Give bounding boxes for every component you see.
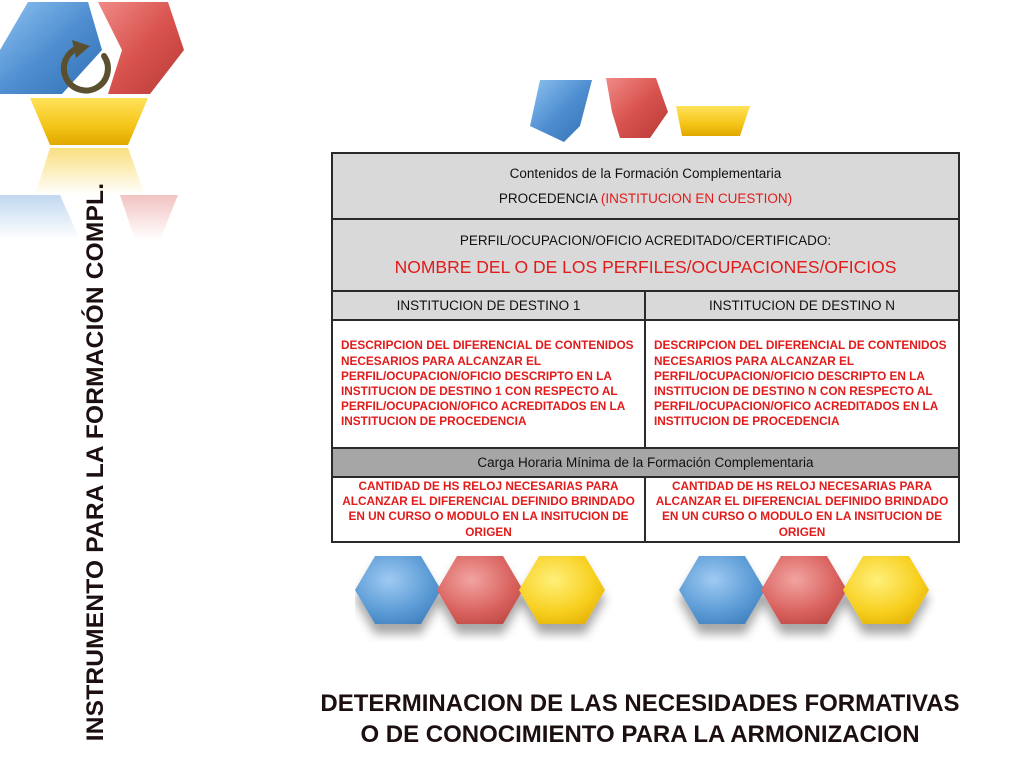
side-title: INSTRUMENTO PARA LA FORMACIÓN COMPL. (82, 182, 109, 742)
top-red-shape (606, 78, 668, 138)
hexagon-blue-1 (355, 556, 441, 624)
logo-red-reflection (120, 195, 178, 240)
logo-red-shape (98, 2, 184, 94)
logo-blue-reflection (0, 195, 80, 240)
profile-label: PERFIL/OCUPACION/OFICIO ACREDITADO/CERTIFICADO: (459, 232, 832, 248)
top-decoration (530, 76, 760, 146)
hexagon-red-1 (437, 556, 523, 624)
hours-header: Carga Horaria Mínima de la Formación Complementaria (332, 448, 959, 477)
procedencia-highlight: (INSTITUCION EN CUESTION) (600, 191, 793, 206)
destN-header: INSTITUCION DE DESTINO N (645, 291, 959, 320)
bottom-title-line2: O DE CONOCIMIENTO PARA LA ARMONIZACION (360, 721, 920, 748)
destN-hours: CANTIDAD DE HS RELOJ NECESARIAS PARA ALCANZAR EL DIFERENCIAL DEFINIDO BRINDADO EN UN CURSO O MODULO EN LA INSITUCION DE ORIGEN (645, 477, 959, 542)
profile-name: NOMBRE DEL O DE LOS PERFILES/OCUPACIONES/OFICIOS (394, 256, 897, 277)
formation-table (331, 152, 960, 543)
procedencia-label: PROCEDENCIA (498, 191, 601, 206)
bottom-title-line1: DETERMINACION DE LAS NECESIDADES FORMATIVAS (320, 690, 960, 717)
top-yellow-shape (676, 106, 750, 136)
hexagon-red-2 (761, 556, 847, 624)
hexagon-row (355, 552, 965, 642)
dest1-header: INSTITUCION DE DESTINO 1 (332, 291, 645, 320)
profile-cell (332, 219, 959, 291)
hexagon-yellow-2 (843, 556, 929, 624)
dest1-description: DESCRIPCION DEL DIFERENCIAL DE CONTENIDOS NECESARIOS PARA ALCANZAR EL PERFIL/OCUPACION/OFICIO DESCRIPTO EN LA INSTITUCION DE DESTINO 1 CON RESPECTO AL PERFIL/OCUPACION/OFICO ACREDITADOS EN LA INSTITUCION DE PROCEDENCIA (332, 320, 645, 448)
hexagon-yellow-1 (519, 556, 605, 624)
logo-yellow-shape (30, 98, 148, 145)
top-blue-shape (530, 80, 592, 142)
header-title: Contenidos de la Formación Complementaria (509, 166, 782, 181)
dest1-hours: CANTIDAD DE HS RELOJ NECESARIAS PARA ALCANZAR EL DIFERENCIAL DEFINIDO BRINDADO EN UN CURSO O MODULO EN LA INSITUCION DE ORIGEN (332, 477, 645, 542)
header-cell (332, 153, 959, 219)
bottom-title (290, 688, 990, 750)
hexagon-blue-2 (679, 556, 765, 624)
destN-description: DESCRIPCION DEL DIFERENCIAL DE CONTENIDOS NECESARIOS PARA ALCANZAR EL PERFIL/OCUPACION/OFICIO DESCRIPTO EN LA INSTITUCION DE DESTINO N CON RESPECTO AL PERFIL/OCUPACION/OFICO ACREDITADOS EN LA INSTITUCION DE PROCEDENCIA (645, 320, 959, 448)
header-procedencia (333, 191, 958, 206)
